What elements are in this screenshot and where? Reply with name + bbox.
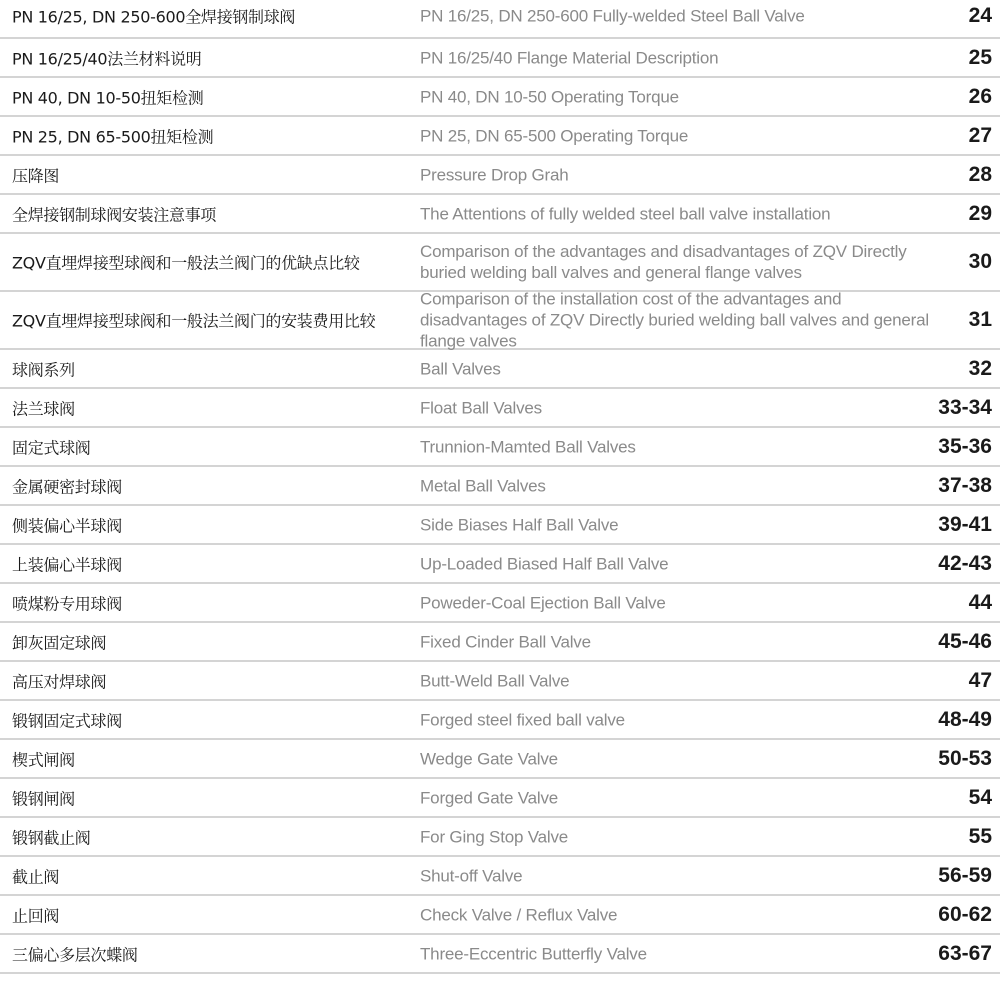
toc-row (0, 896, 1000, 935)
toc-english-title: For Ging Stop Valve (420, 827, 569, 846)
toc-english-title: The Attentions of fully welded steel ball valve installation (420, 204, 831, 223)
toc-row (0, 818, 1000, 857)
toc-chinese-title: 侧装偏心半球阀 (12, 516, 122, 535)
toc-chinese-title: PN 40, DN 10-50扭矩检测 (12, 88, 204, 107)
toc-page-number: 35-36 (938, 434, 992, 458)
toc-page-number: 63-67 (938, 941, 992, 965)
toc-row (0, 779, 1000, 818)
toc-chinese-title: 楔式闸阀 (12, 750, 75, 769)
toc-english-title: Fixed Cinder Ball Valve (420, 632, 591, 651)
toc-chinese-title: ZQV直埋焊接型球阀和一般法兰阀门的安装费用比较 (12, 311, 376, 331)
toc-english-title: Wedge Gate Valve (420, 749, 558, 768)
toc-row (0, 584, 1000, 623)
toc-chinese-title: 锻钢截止阀 (12, 828, 91, 847)
toc-chinese-title: 止回阀 (12, 906, 60, 925)
toc-page-number: 54 (968, 785, 992, 809)
toc-page-number: 28 (968, 162, 992, 186)
toc-row (0, 156, 1000, 195)
toc-chinese-title: 金属硬密封球阀 (12, 477, 122, 496)
toc-english-title: Shut-off Valve (420, 866, 523, 885)
toc-row (0, 0, 1000, 39)
toc-chinese-title: 喷煤粉专用球阀 (12, 594, 122, 613)
toc-page-number: 29 (968, 201, 992, 225)
toc-chinese-title: 球阀系列 (12, 360, 75, 379)
toc-row (0, 39, 1000, 78)
toc-english-title: Forged steel fixed ball valve (420, 710, 625, 729)
toc-english-title: Up-Loaded Biased Half Ball Valve (420, 554, 669, 573)
toc-row (0, 195, 1000, 234)
toc-chinese-title: 法兰球阀 (12, 399, 75, 418)
toc-row (0, 78, 1000, 117)
toc-english-title: Comparison of the advantages and disadvantages of ZQV Directly buried welding ball valves and general flange valves (420, 242, 907, 282)
toc-page-number: 44 (968, 590, 992, 614)
toc-chinese-title: PN 16/25/40法兰材料说明 (12, 49, 202, 68)
toc-page-number: 48-49 (938, 707, 992, 731)
toc-row (0, 467, 1000, 506)
toc-chinese-title: 全焊接钢制球阀安装注意事项 (12, 205, 217, 224)
toc-row (0, 117, 1000, 156)
toc-english-title: Three-Eccentric Butterfly Valve (420, 944, 647, 963)
toc-chinese-title: 高压对焊球阀 (12, 672, 107, 691)
toc-row (0, 350, 1000, 389)
toc-english-title: PN 40, DN 10-50 Operating Torque (420, 87, 679, 106)
toc-english-title: Float Ball Valves (420, 398, 542, 417)
toc-page-number: 60-62 (938, 902, 992, 926)
toc-page-number: 33-34 (938, 395, 992, 419)
toc-row (0, 545, 1000, 584)
toc-chinese-title: PN 25, DN 65-500扭矩检测 (12, 127, 214, 146)
toc-english-title: Poweder-Coal Ejection Ball Valve (420, 593, 666, 612)
toc-chinese-title: ZQV直埋焊接型球阀和一般法兰阀门的优缺点比较 (12, 253, 360, 273)
toc-chinese-title: 锻钢闸阀 (12, 789, 75, 808)
toc-row (0, 389, 1000, 428)
toc-english-title: Comparison of the installation cost of the advantages and disadvantages of ZQV Directly buried welding ball valves and general flange valves (420, 289, 929, 351)
toc-page-number: 56-59 (938, 863, 992, 887)
toc-page-number: 55 (968, 824, 992, 848)
toc-page-number: 39-41 (938, 512, 992, 536)
toc-chinese-title: PN 16/25, DN 250-600全焊接钢制球阀 (12, 7, 296, 27)
toc-row (0, 623, 1000, 662)
toc-english-title: PN 16/25, DN 250-600 Fully-welded Steel Ball Valve (420, 6, 805, 26)
toc-english-title: Metal Ball Valves (420, 476, 546, 495)
toc-page-number: 32 (968, 356, 992, 380)
toc-row (0, 289, 1000, 351)
toc-chinese-title: 截止阀 (12, 867, 60, 886)
toc-row (0, 234, 1000, 292)
toc-english-title: Check Valve / Reflux Valve (420, 905, 618, 924)
toc-english-title: Trunnion-Mamted Ball Valves (420, 437, 636, 456)
toc-row (0, 701, 1000, 740)
toc-page-number: 30 (968, 250, 992, 273)
toc-page-number: 45-46 (938, 629, 992, 653)
toc-row (0, 935, 1000, 974)
toc-page-number: 31 (968, 308, 992, 331)
toc-english-title: PN 25, DN 65-500 Operating Torque (420, 126, 689, 145)
toc-english-title: Side Biases Half Ball Valve (420, 515, 619, 534)
toc-page-number: 26 (968, 84, 992, 108)
toc-page-number: 27 (968, 123, 992, 147)
toc-english-title: Pressure Drop Grah (420, 165, 569, 184)
toc-row (0, 662, 1000, 701)
toc-page-number: 37-38 (938, 473, 992, 497)
toc-english-title: Ball Valves (420, 359, 501, 378)
toc-row (0, 740, 1000, 779)
toc-row (0, 857, 1000, 896)
toc-chinese-title: 固定式球阀 (12, 438, 91, 457)
toc-chinese-title: 锻钢固定式球阀 (12, 711, 122, 730)
toc-page-number: 24 (968, 3, 992, 27)
toc-page-number: 42-43 (938, 551, 992, 575)
toc-chinese-title: 压降图 (12, 166, 60, 185)
toc-english-title: Butt-Weld Ball Valve (420, 671, 570, 690)
toc-page-number: 25 (968, 45, 992, 69)
toc-row (0, 506, 1000, 545)
toc-row (0, 428, 1000, 467)
toc-english-title: PN 16/25/40 Flange Material Description (420, 48, 719, 67)
toc-chinese-title: 卸灰固定球阀 (12, 633, 107, 652)
toc-page-number: 50-53 (938, 746, 992, 770)
toc-chinese-title: 三偏心多层次蝶阀 (12, 945, 138, 964)
toc-english-title: Forged Gate Valve (420, 788, 559, 807)
toc-page-number: 47 (968, 668, 992, 692)
toc-chinese-title: 上装偏心半球阀 (12, 555, 122, 574)
